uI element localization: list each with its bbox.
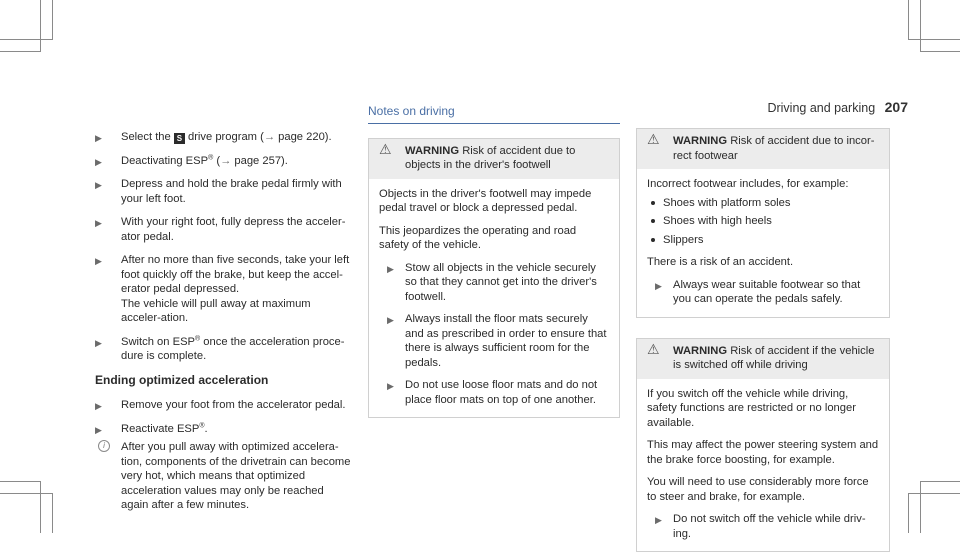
warning-step: ▶ Stow all objects in the vehicle securely so that they cannot get into the driver's footwell. bbox=[379, 261, 609, 305]
step-arrow-icon: ▶ bbox=[95, 216, 102, 231]
crop-mark bbox=[40, 481, 41, 533]
bullet-item: Shoes with platform soles bbox=[647, 196, 879, 211]
warning-body: Incorrect footwear includes, for example: Shoes with platform soles Shoes with high heels Slippers There is a risk of an accident. ▶ Always wear suitable footwear so that you can operate the pedals safely. bbox=[637, 169, 889, 317]
ref-arrow-icon: → bbox=[220, 155, 231, 167]
crop-mark bbox=[908, 0, 909, 40]
step-arrow-icon: ▶ bbox=[387, 313, 394, 328]
bullet-item: Shoes with high heels bbox=[647, 214, 879, 229]
step-arrow-icon: ▶ bbox=[95, 336, 102, 351]
section-title: Notes on driving bbox=[368, 104, 620, 124]
column-left bbox=[95, 130, 352, 513]
step-arrow-icon: ▶ bbox=[655, 513, 662, 528]
warning-body: If you switch off the vehicle while driving, safety functions are restricted or no longer available. This may affect the power steering system and the brake force boosting, for example. You will need to use considerably more force to steer and brake, for example. ▶ Do not switch off the vehicle while driv-ing. bbox=[637, 379, 889, 552]
crop-mark bbox=[908, 493, 909, 533]
warning-header: ⚠ WARNING Risk of accident if the vehicle is switched off while driving bbox=[637, 339, 889, 379]
step-select-drive-program: ▶ Select the S drive program (→ page 220). bbox=[95, 130, 352, 145]
step-arrow-icon: ▶ bbox=[387, 379, 394, 394]
step-depress-brake: ▶ Depress and hold the brake pedal firmly with your left foot. bbox=[95, 177, 352, 206]
warning-step: ▶ Do not use loose floor mats and do not place floor mats on top of one another. bbox=[379, 378, 609, 407]
crop-mark bbox=[920, 481, 921, 533]
bullet-item: Slippers bbox=[647, 233, 879, 248]
warning-box-switch-off bbox=[636, 338, 890, 552]
step-arrow-icon: ▶ bbox=[95, 399, 102, 414]
section-heading: Ending optimized acceleration bbox=[95, 373, 352, 388]
warning-header: ⚠ WARNING Risk of accident due to objects in the driver's footwell bbox=[369, 139, 619, 179]
step-switch-on-esp: ▶ Switch on ESP® once the acceleration proce-dure is complete. bbox=[95, 335, 352, 364]
warning-step: ▶ Do not switch off the vehicle while driv-ing. bbox=[647, 512, 879, 541]
crop-mark bbox=[920, 481, 960, 482]
step-arrow-icon: ▶ bbox=[95, 423, 102, 438]
page-header bbox=[767, 100, 908, 116]
section-name: Driving and parking bbox=[767, 101, 875, 115]
step-release-brake: ▶ After no more than five seconds, take your left foot quickly off the brake, but keep the accel-erator pedal depressed. The vehicle will pull away at maximum acceler-ation. bbox=[95, 253, 352, 326]
warning-step: ▶ Always install the floor mats securely and as prescribed in order to ensure that there is always sufficient room for the pedals. bbox=[379, 312, 609, 370]
crop-mark bbox=[52, 0, 53, 40]
crop-mark bbox=[908, 39, 960, 40]
step-arrow-icon: ▶ bbox=[95, 178, 102, 193]
warning-box-footwear bbox=[636, 128, 890, 318]
ref-arrow-icon: → bbox=[264, 131, 275, 143]
crop-mark bbox=[920, 0, 921, 52]
step-arrow-icon: ▶ bbox=[387, 262, 394, 277]
step-remove-foot: ▶ Remove your foot from the accelerator pedal. bbox=[95, 398, 352, 413]
info-icon: i bbox=[98, 440, 110, 452]
page-reference-link[interactable]: page 220). bbox=[278, 131, 332, 143]
page-number: 207 bbox=[885, 99, 908, 115]
crop-mark bbox=[0, 39, 52, 40]
crop-mark bbox=[920, 51, 960, 52]
warning-body: Objects in the driver's footwell may impede pedal travel or block a depressed pedal. This jeopardizes the operating and road safety of the vehicle. ▶ Stow all objects in the vehicle securely so that they cannot get into the driver's footwell. ▶ Always install the floor mats securely and as prescribed in order to ensure that there is always sufficient room for the pedals. ▶ Do not use loose floor mats and do not place floor mats on top of one another. bbox=[369, 179, 619, 418]
crop-mark bbox=[0, 481, 40, 482]
step-deactivate-esp: ▶ Deactivating ESP® (→ page 257). bbox=[95, 154, 352, 169]
crop-mark bbox=[908, 493, 960, 494]
warning-triangle-icon: ⚠ bbox=[647, 132, 660, 147]
warning-triangle-icon: ⚠ bbox=[379, 142, 392, 157]
step-arrow-icon: ▶ bbox=[655, 279, 662, 294]
warning-header: ⚠ WARNING Risk of accident due to incor-rect footwear bbox=[637, 129, 889, 169]
column-middle bbox=[368, 104, 620, 418]
info-note: i After you pull away with optimized accelera-tion, components of the drivetrain can become very hot, which means that optimized acceleration values may only be reached again after a few minutes. bbox=[95, 440, 352, 513]
column-right bbox=[636, 128, 890, 552]
step-arrow-icon: ▶ bbox=[95, 254, 102, 269]
warning-triangle-icon: ⚠ bbox=[647, 342, 660, 357]
page-reference-link[interactable]: page 257). bbox=[234, 155, 288, 167]
crop-mark bbox=[40, 0, 41, 52]
crop-mark bbox=[0, 493, 52, 494]
step-reactivate-esp: ▶ Reactivate ESP®. bbox=[95, 422, 352, 437]
step-arrow-icon: ▶ bbox=[95, 131, 102, 146]
crop-mark bbox=[52, 493, 53, 533]
warning-step: ▶ Always wear suitable footwear so that you can operate the pedals safely. bbox=[647, 278, 879, 307]
drive-program-s-icon: S bbox=[174, 133, 185, 144]
step-depress-accelerator: ▶ With your right foot, fully depress the acceler-ator pedal. bbox=[95, 215, 352, 244]
step-arrow-icon: ▶ bbox=[95, 155, 102, 170]
crop-mark bbox=[0, 51, 40, 52]
warning-box-objects bbox=[368, 138, 620, 419]
